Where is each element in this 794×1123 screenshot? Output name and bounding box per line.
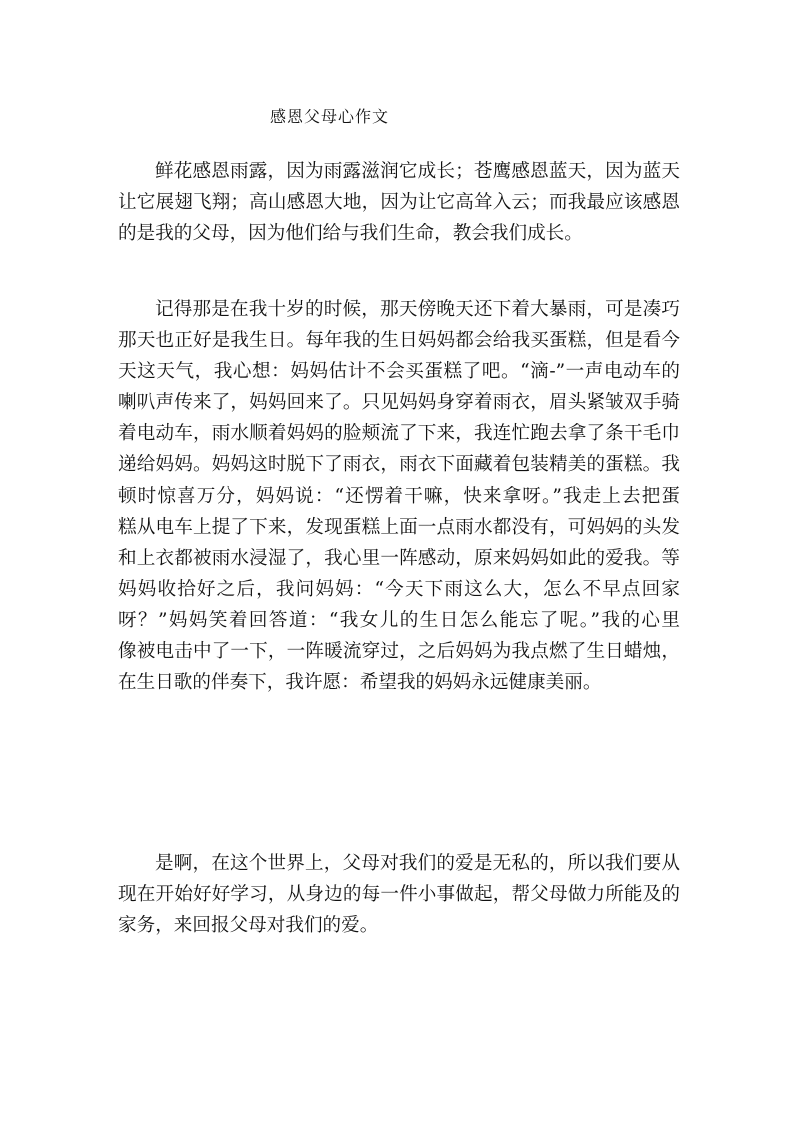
paragraph-line: 着电动车，雨水顺着妈妈的脸颊流了下来，我连忙跑去拿了条干毛巾 [118,423,680,445]
paragraph-line: 让它展翅飞翔；高山感恩大地，因为让它高耸入云；而我最应该感恩 [118,192,680,214]
paragraph-conclusion [118,848,680,941]
paragraph-line: 是啊，在这个世界上，父母对我们的爱是无私的，所以我们要从 [155,853,680,874]
paragraph-line: 记得那是在我十岁的时候，那天傍晚天还下着大暴雨，可是凑巧 [155,299,680,320]
paragraph-line: 妈妈收拾好之后，我问妈妈：“今天下雨这么大，怎么不早点回家 [118,578,680,600]
paragraph-line: 喇叭声传来了，妈妈回来了。只见妈妈身穿着雨衣，眉头紧皱双手骑 [118,392,680,414]
paragraph-line: 和上衣都被雨水浸湿了，我心里一阵感动，原来妈妈如此的爱我。等 [118,547,680,569]
paragraph-line: 天这天气，我心想：妈妈估计不会买蛋糕了吧。“滴-”一声电动车的 [118,361,680,383]
paragraph-line: 家务，来回报父母对我们的爱。 [118,915,379,937]
paragraph-line: 顿时惊喜万分，妈妈说：“还愣着干嘛，快来拿呀。”我走上去把蛋 [118,485,680,507]
paragraph-intro [118,156,680,249]
paragraph-line: 像被电击中了一下，一阵暖流穿过，之后妈妈为我点燃了生日蜡烛， [118,641,680,663]
paragraph-line: 现在开始好好学习，从身边的每一件小事做起，帮父母做力所能及的 [118,884,680,906]
paragraph-line: 那天也正好是我生日。每年我的生日妈妈都会给我买蛋糕，但是看今 [118,330,680,352]
paragraph-line: 的是我的父母，因为他们给与我们生命，教会我们成长。 [118,223,583,245]
paragraph-story [118,294,680,698]
paragraph-line: 呀？”妈妈笑着回答道：“我女儿的生日怎么能忘了呢。”我的心里 [118,609,680,631]
paragraph-line: 在生日歌的伴奏下，我许愿：希望我的妈妈永远健康美丽。 [118,672,602,694]
document-title: 感恩父母心作文 [270,107,390,126]
paragraph-line: 糕从电车上提了下来，发现蛋糕上面一点雨水都没有，可妈妈的头发 [118,516,680,538]
paragraph-line: 鲜花感恩雨露，因为雨露滋润它成长；苍鹰感恩蓝天，因为蓝天 [155,161,680,182]
paragraph-line: 递给妈妈。妈妈这时脱下了雨衣，雨衣下面藏着包装精美的蛋糕。我 [118,454,680,476]
